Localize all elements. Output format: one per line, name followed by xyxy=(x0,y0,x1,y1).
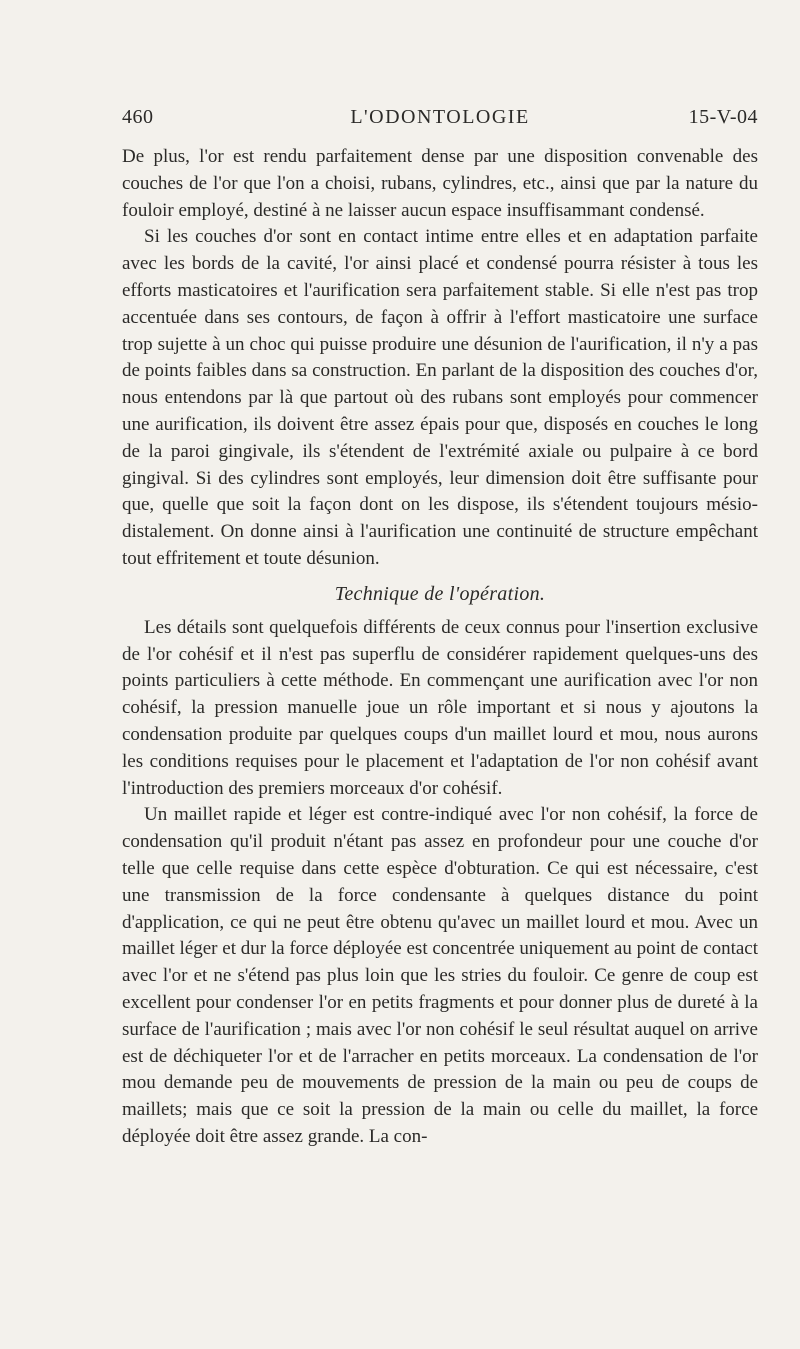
paragraph: Les détails sont quelquefois différents de ceux connus pour l'insertion exclusive de l'or cohésif et il n'est pas superflu de considérer rapidement quelques-uns des points particuliers à cette méthode. En commençant une aurification avec l'or non cohésif, la pression manuelle joue un rôle important et si nous y ajoutons la condensation produite par quelques coups d'un maillet lourd et mou, nous aurons les conditions requises pour le placement et l'adaptation de l'or non cohésif avant l'introduction des premiers morceaux d'or cohésif. xyxy=(122,616,758,799)
running-header xyxy=(122,106,758,136)
page-body xyxy=(122,144,758,1151)
paragraph: Un maillet rapide et léger est contre-indiqué avec l'or non cohésif, la force de condensation qu'il produit n'étant pas assez en profondeur pour une couche d'or telle que celle requise dans cette espèce d'obturation. Ce qui est nécessaire, c'est une transmission de la force condensante à quelques distance du point d'application, ce qui ne peut être obtenu qu'avec un maillet lourd et mou. Avec un maillet léger et dur la force déployée est concentrée uniquement au point de contact avec l'or et ne s'étend pas plus loin que les stries du fouloir. Ce genre de coup est excellent pour condenser l'or en petits fragments et pour donner plus de dureté à la surface de l'aurification ; mais avec l'or non cohésif le seul résultat auquel on arrive est de déchiqueter l'or et de l'arracher en petits morceaux. La condensation de l'or mou demande peu de mouvements de pression de la main ou peu de coups de maillets; mais que ce soit la pression de la main ou celle du maillet, la force déployée doit être assez grande. La con- xyxy=(122,804,758,1147)
section-heading: Technique de l'opération. xyxy=(334,582,546,605)
issue-date: 15-V-04 xyxy=(688,106,758,128)
paragraph: De plus, l'or est rendu parfaitement dense par une disposition convenable des couches de l'or que l'on a choisi, rubans, cylindres, etc., ainsi que par la nature du fouloir employé, destiné à ne laisser aucun espace insuffisammant condensé. xyxy=(122,146,758,221)
journal-title: L'ODONTOLOGIE xyxy=(350,106,530,128)
paragraph: Si les couches d'or sont en contact intime entre elles et en adaptation parfaite avec les bords de la cavité, l'or ainsi placé et condensé pourra résister à tous les efforts masticatoires et l'aurification sera parfaitement stable. Si elle n'est pas trop accentuée dans ses contours, de façon à offrir à l'effort masticatoire une surface trop sujette à un choc qui puisse produire une désunion de l'aurification, il n'y a pas de points faibles dans sa construction. En parlant de la disposition des couches d'or, nous entendons par là que partout où des rubans sont employés pour commencer une aurification, ils doivent être assez épais pour que, disposés en couches le long de la paroi gingivale, ils s'étendent de l'extrémité axiale ou pulpaire à ce bord gingival. Si des cylindres sont employés, leur dimension doit être suffisante pour que, quelle que soit la façon dont on les dispose, ils s'étendent toujours mésio-distalement. On donne ainsi à l'aurification une continuité de structure empêchant tout effritement et toute désunion. xyxy=(122,226,758,569)
page-number: 460 xyxy=(122,106,154,128)
